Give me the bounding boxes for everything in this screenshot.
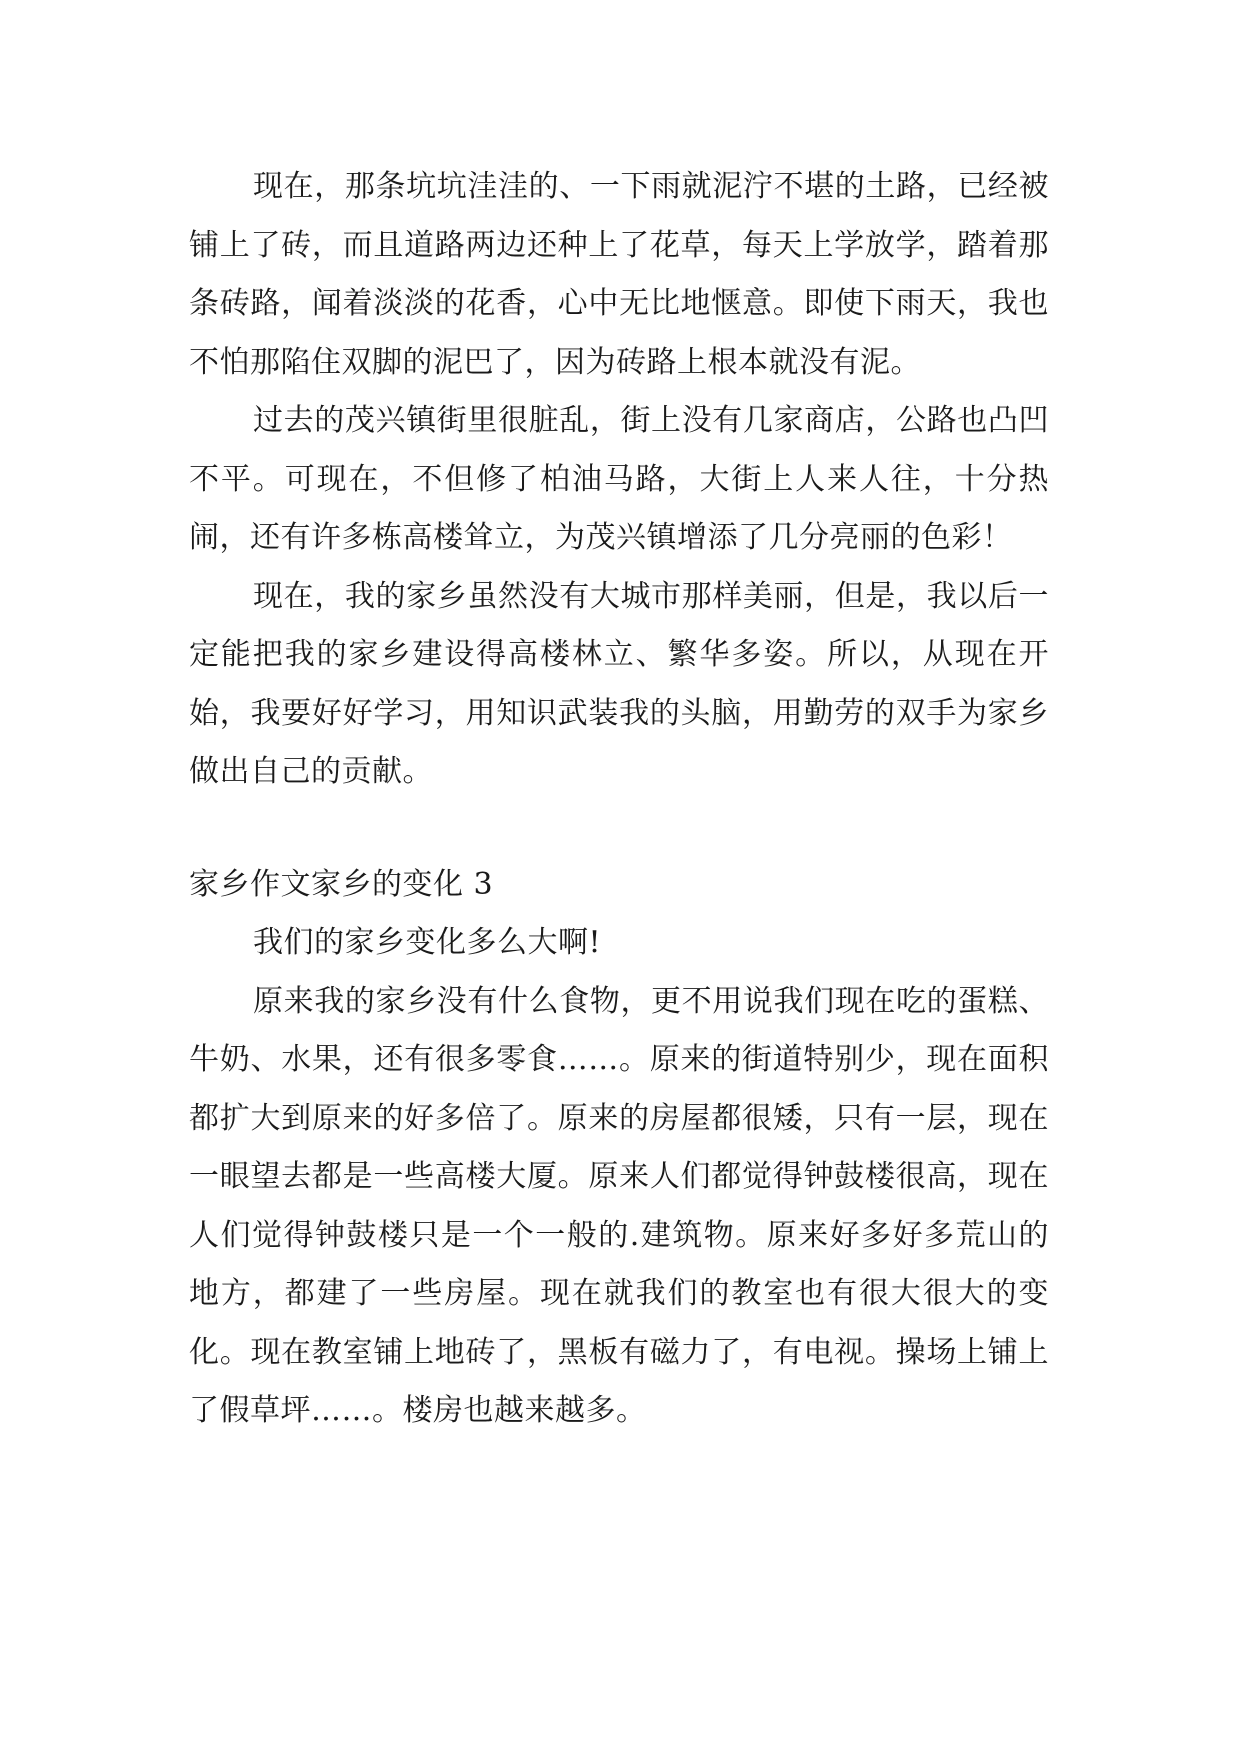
paragraph-exclamation: 我们的家乡变化多么大啊! bbox=[253, 925, 602, 960]
document-body bbox=[189, 158, 1049, 1441]
paragraph-maoxing-town: 过去的茂兴镇街里很脏乱，街上没有几家商店，公路也凸凹不平。可现在，不但修了柏油马路，大街上人来人往，十分热闹，还有许多栋高楼耸立，为茂兴镇增添了几分亮丽的色彩！ bbox=[189, 403, 1049, 555]
paragraph-brick-road: 现在，那条坑坑洼洼的、一下雨就泥泞不堪的土路，已经被铺上了砖，而且道路两边还种上了花草，每天上学放学，踏着那条砖路，闻着淡淡的花香，心中无比地惬意。即使下雨天，我也不怕那陷住双脚的泥巴了，因为砖路上根本就没有泥。 bbox=[189, 169, 1049, 380]
paragraph-hometown-future: 现在，我的家乡虽然没有大城市那样美丽，但是，我以后一定能把我的家乡建设得高楼林立、繁华多姿。所以，从现在开始，我要好好学习，用知识武装我的头脑，用勤劳的双手为家乡做出自己的贡献。 bbox=[189, 578, 1049, 789]
paragraph-changes: 原来我的家乡没有什么食物，更不用说我们现在吃的蛋糕、牛奶、水果，还有很多零食……。原来的街道特别少，现在面积都扩大到原来的好多倍了。原来的房屋都很矮，只有一层，现在一眼望去都是一些高楼大厦。原来人们都觉得钟鼓楼很高，现在人们觉得钟鼓楼只是一个一般的.建筑物。原来好多好多荒山的地方，都建了一些房屋。现在就我们的教室也有很大很大的变化。现在教室铺上地砖了，黑板有磁力了，有电视。操场上铺上了假草坪……。楼房也越来越多。 bbox=[189, 983, 1049, 1428]
section-heading: 家乡作文家乡的变化 3 bbox=[189, 866, 494, 902]
